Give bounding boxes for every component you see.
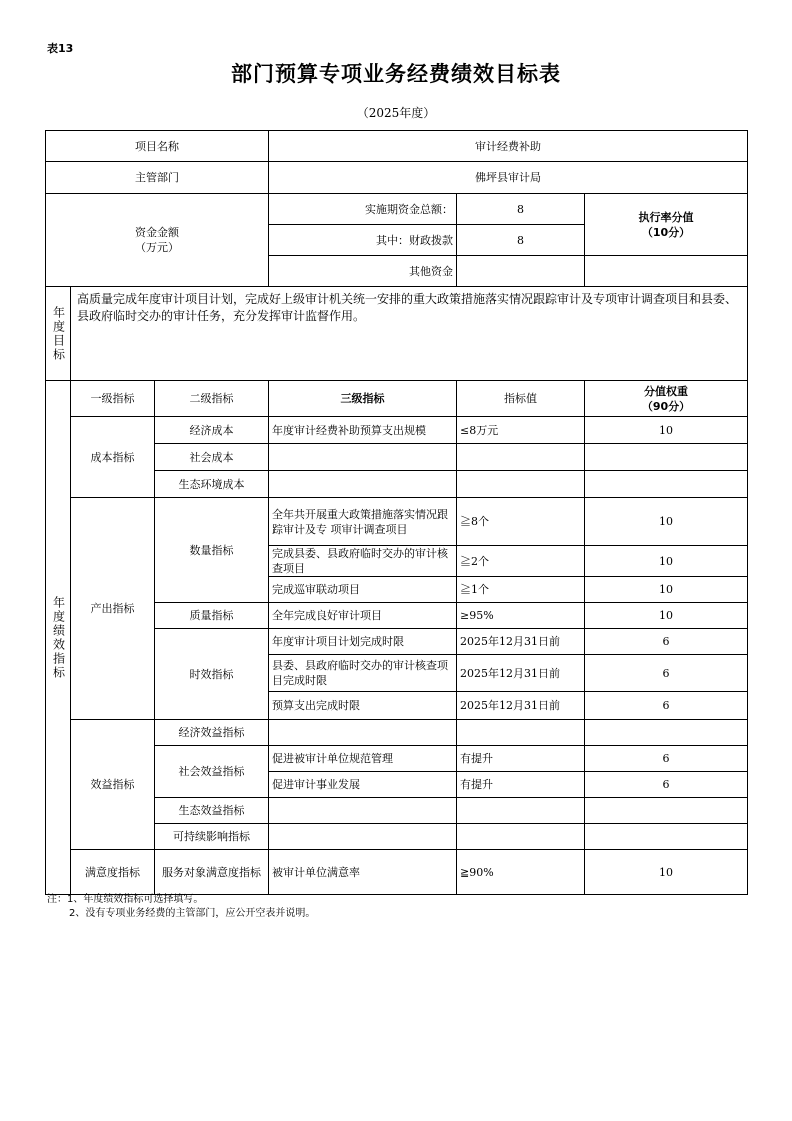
- annual-goal-label-cell: [46, 287, 71, 381]
- execution-score-cell: [585, 194, 748, 256]
- execution-score-sub: （10分）: [641, 225, 691, 239]
- l1-satisfaction: 满意度指标: [71, 850, 155, 895]
- indicator-weight: 10: [585, 850, 748, 895]
- indicators-section-label: 年度绩效指标: [51, 595, 66, 680]
- indicator-value: [457, 824, 585, 850]
- indicator-weight: 6: [585, 629, 748, 655]
- indicator-weight: [585, 720, 748, 746]
- annual-goal-text: 高质量完成年度审计项目计划，完成好上级审计机关统一安排的重大政策措施落实情况跟踪审计及专项审计调查项目和县委、县政府临时交办的审计任务，充分发挥审计监督作用。: [71, 287, 748, 381]
- l1-output: 产出指标: [71, 498, 155, 720]
- l3-text: 促进被审计单位规范管理: [269, 746, 457, 772]
- note-1: 注：1、年度绩效指标可选择填写。: [47, 894, 204, 905]
- department-value: 佛坪县审计局: [269, 162, 748, 194]
- indicator-weight: [585, 471, 748, 498]
- l2-economic-benefit: 经济效益指标: [155, 720, 269, 746]
- l3-text: [269, 798, 457, 824]
- header-level2: 二级指标: [155, 381, 269, 417]
- l3-text: 促进审计事业发展: [269, 772, 457, 798]
- l2-social-cost: 社会成本: [155, 444, 269, 471]
- header-level3: 三级指标: [269, 381, 457, 417]
- header-weight-sub: （90分）: [641, 399, 691, 413]
- other-funds-label: 其他资金: [269, 256, 457, 287]
- indicator-weight: 10: [585, 498, 748, 546]
- indicator-value: ≧1个: [457, 577, 585, 603]
- l3-text: 年度审计项目计划完成时限: [269, 629, 457, 655]
- page-title: 部门预算专项业务经费绩效目标表: [231, 62, 561, 86]
- l3-text: 县委、县政府临时交办的审计核查项目完成时限: [269, 655, 457, 692]
- indicator-value: ≤8万元: [457, 417, 585, 444]
- l3-text: [269, 720, 457, 746]
- l2-timeliness: 时效指标: [155, 629, 269, 720]
- department-label: 主管部门: [46, 162, 269, 194]
- indicator-value: 有提升: [457, 772, 585, 798]
- l3-text: [269, 444, 457, 471]
- l2-quantity: 数量指标: [155, 498, 269, 603]
- header-weight: 分值权重: [644, 384, 688, 398]
- indicator-value: [457, 444, 585, 471]
- indicator-weight: [585, 444, 748, 471]
- execution-score-label: 执行率分值: [638, 210, 694, 224]
- l3-text: 被审计单位满意率: [269, 850, 457, 895]
- indicator-weight: 6: [585, 692, 748, 720]
- l3-text: 全年共开展重大政策措施落实情况跟踪审计及专 项审计调查项目: [269, 498, 457, 546]
- notes: [47, 893, 315, 921]
- project-name-label: 项目名称: [46, 131, 269, 162]
- l2-eco-benefit: 生态效益指标: [155, 798, 269, 824]
- l3-text: [269, 824, 457, 850]
- indicator-value: 2025年12月31日前: [457, 692, 585, 720]
- header-weight-cell: [585, 381, 748, 417]
- fiscal-year: （2025年度）: [356, 106, 436, 120]
- project-name-value: 审计经费补助: [269, 131, 748, 162]
- performance-target-table: [45, 130, 748, 895]
- l2-social-benefit: 社会效益指标: [155, 746, 269, 798]
- indicator-value: 有提升: [457, 746, 585, 772]
- indicator-value: [457, 798, 585, 824]
- header-value: 指标值: [457, 381, 585, 417]
- other-funds-value: [457, 256, 585, 287]
- funds-label: 资金金额: [135, 226, 179, 239]
- indicators-section-cell: [46, 381, 71, 895]
- indicator-value: ≥95%: [457, 603, 585, 629]
- indicator-value: ≧8个: [457, 498, 585, 546]
- l3-text: 预算支出完成时限: [269, 692, 457, 720]
- indicator-weight: 6: [585, 772, 748, 798]
- l3-text: 完成县委、县政府临时交办的审计核查项目: [269, 546, 457, 577]
- fiscal-funds-label: 其中：财政拨款: [269, 225, 457, 256]
- l1-cost: 成本指标: [71, 417, 155, 498]
- annual-goal-label: 年度目标: [51, 305, 66, 362]
- indicator-weight: [585, 798, 748, 824]
- indicator-weight: 10: [585, 546, 748, 577]
- indicator-value: [457, 471, 585, 498]
- indicator-weight: 10: [585, 417, 748, 444]
- l3-text: 全年完成良好审计项目: [269, 603, 457, 629]
- funds-unit: （万元）: [135, 241, 179, 254]
- indicator-weight: [585, 824, 748, 850]
- indicator-value: 2025年12月31日前: [457, 655, 585, 692]
- l2-quality: 质量指标: [155, 603, 269, 629]
- l2-service-satisfaction: 服务对象满意度指标: [155, 850, 269, 895]
- indicator-value: ≧2个: [457, 546, 585, 577]
- funds-label-cell: [46, 194, 269, 287]
- total-funds-label: 实施期资金总额：: [269, 194, 457, 225]
- l1-benefit: 效益指标: [71, 720, 155, 850]
- indicator-value: [457, 720, 585, 746]
- l2-economic-cost: 经济成本: [155, 417, 269, 444]
- indicator-value: 2025年12月31日前: [457, 629, 585, 655]
- l2-eco-cost: 生态环境成本: [155, 471, 269, 498]
- indicator-weight: 6: [585, 655, 748, 692]
- header-level1: 一级指标: [71, 381, 155, 417]
- empty-cell: [585, 256, 748, 287]
- indicator-weight: 10: [585, 603, 748, 629]
- table-number: 表13: [47, 42, 74, 55]
- l3-text: 完成巡审联动项目: [269, 577, 457, 603]
- indicator-value: ≧90%: [457, 850, 585, 895]
- total-funds-value: 8: [457, 194, 585, 225]
- fiscal-funds-value: 8: [457, 225, 585, 256]
- l3-text: [269, 471, 457, 498]
- l3-text: 年度审计经费补助预算支出规模: [269, 417, 457, 444]
- indicator-weight: 10: [585, 577, 748, 603]
- note-2: 2、没有专项业务经费的主管部门，应公开空表并说明。: [69, 908, 316, 919]
- indicator-weight: 6: [585, 746, 748, 772]
- l2-sustainable: 可持续影响指标: [155, 824, 269, 850]
